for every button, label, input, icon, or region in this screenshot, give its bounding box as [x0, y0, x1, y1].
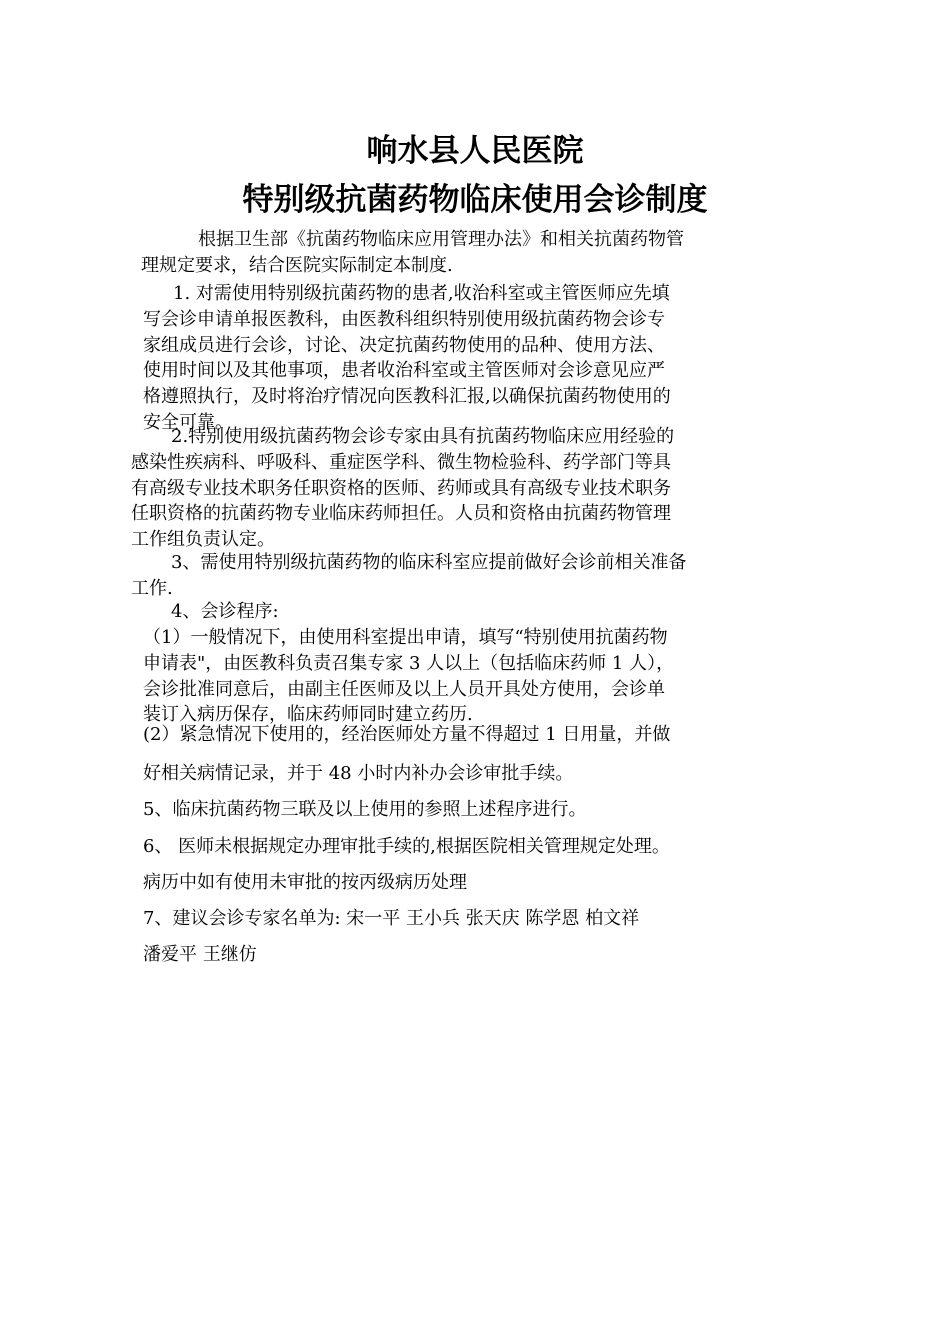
item-2-paragraph — [131, 424, 674, 553]
text-line: 工作. — [131, 577, 173, 599]
item-5-paragraph: 5、临床抗菌药物三联及以上使用的参照上述程序进行。 — [143, 799, 587, 820]
item-7-line-1: 7、建议会诊专家名单为: 宋一平 王小兵 张天庆 陈学恩 柏文祥 — [143, 908, 640, 929]
item-7-line-2: 潘爱平 王继仿 — [143, 944, 257, 965]
text-line: 有高级专业技术职务任职资格的医师、药师或具有高级专业技术职务 — [131, 477, 671, 499]
text-line: 安全可靠。 — [143, 411, 233, 433]
text-line: 使用时间以及其他事项，患者收治科室或主管医师对会诊意见应严 — [143, 360, 665, 382]
text-line: 3、需使用特别级抗菌药物的临床科室应提前做好会诊前相关准备 — [171, 552, 687, 573]
item-4-2-line-1: (2）紧急情况下使用的，经治医师处方量不得超过 1 日用量，并做 — [143, 724, 671, 745]
text-line: 家组成员进行会诊，讨论、决定抗菌药物使用的品种、使用方法、 — [143, 334, 665, 356]
item-1-paragraph — [143, 281, 671, 436]
text-line: 4、会诊程序: — [171, 601, 279, 622]
text-line: 申请表"，由医教科负责召集专家 3 人以上（包括临床药师 1 人）， — [143, 652, 675, 674]
text-line: 根据卫生部《抗菌药物临床应用管理办法》和相关抗菌药物管 — [198, 229, 684, 250]
item-4-1-paragraph — [143, 625, 674, 728]
text-line: 任职资格的抗菌药物专业临床药师担任。人员和资格由抗菌药物管理 — [131, 503, 671, 525]
item-3-paragraph — [131, 550, 686, 602]
intro-paragraph — [141, 227, 684, 279]
item-6-line-1: 6、 医师未根据规定办理审批手续的,根据医院相关管理规定处理。 — [143, 836, 670, 857]
hospital-title: 响水县人民医院 — [366, 133, 584, 169]
text-line: 2.特别使用级抗菌药物会诊专家由具有抗菌药物临床应用经验的 — [171, 426, 675, 447]
item-4-2-line-2: 好相关病情记录，并于 48 小时内补办会诊审批手续。 — [143, 763, 574, 784]
policy-title: 特别级抗菌药物临床使用会诊制度 — [242, 182, 708, 218]
item-4-heading — [171, 599, 279, 625]
text-line: 工作组负责认定。 — [131, 529, 275, 551]
text-line: 会诊批准同意后，由副主任医师及以上人员开具处方使用，会诊单 — [143, 678, 665, 700]
text-line: 1. 对需使用特别级抗菌药物的患者,收治科室或主管医师应先填 — [173, 283, 670, 304]
text-line: （1）一般情况下，由使用科室提出申请，填写“特别使用抗菌药物 — [143, 627, 668, 648]
text-line: 感染性疾病科、呼吸科、重症医学科、微生物检验科、药学部门等具 — [131, 451, 671, 473]
text-line: 写会诊申请单报医教科，由医教科组织特别使用级抗菌药物会诊专 — [143, 308, 665, 330]
text-line: 理规定要求，结合医院实际制定本制度. — [141, 254, 453, 276]
item-6-line-2: 病历中如有使用未审批的按丙级病历处理 — [143, 872, 467, 893]
text-line: 格遵照执行，及时将治疗情况向医教科汇报,以确保抗菌药物使用的 — [143, 386, 671, 408]
text-line: 装订入病历保存，临床药师同时建立药历. — [143, 704, 473, 726]
